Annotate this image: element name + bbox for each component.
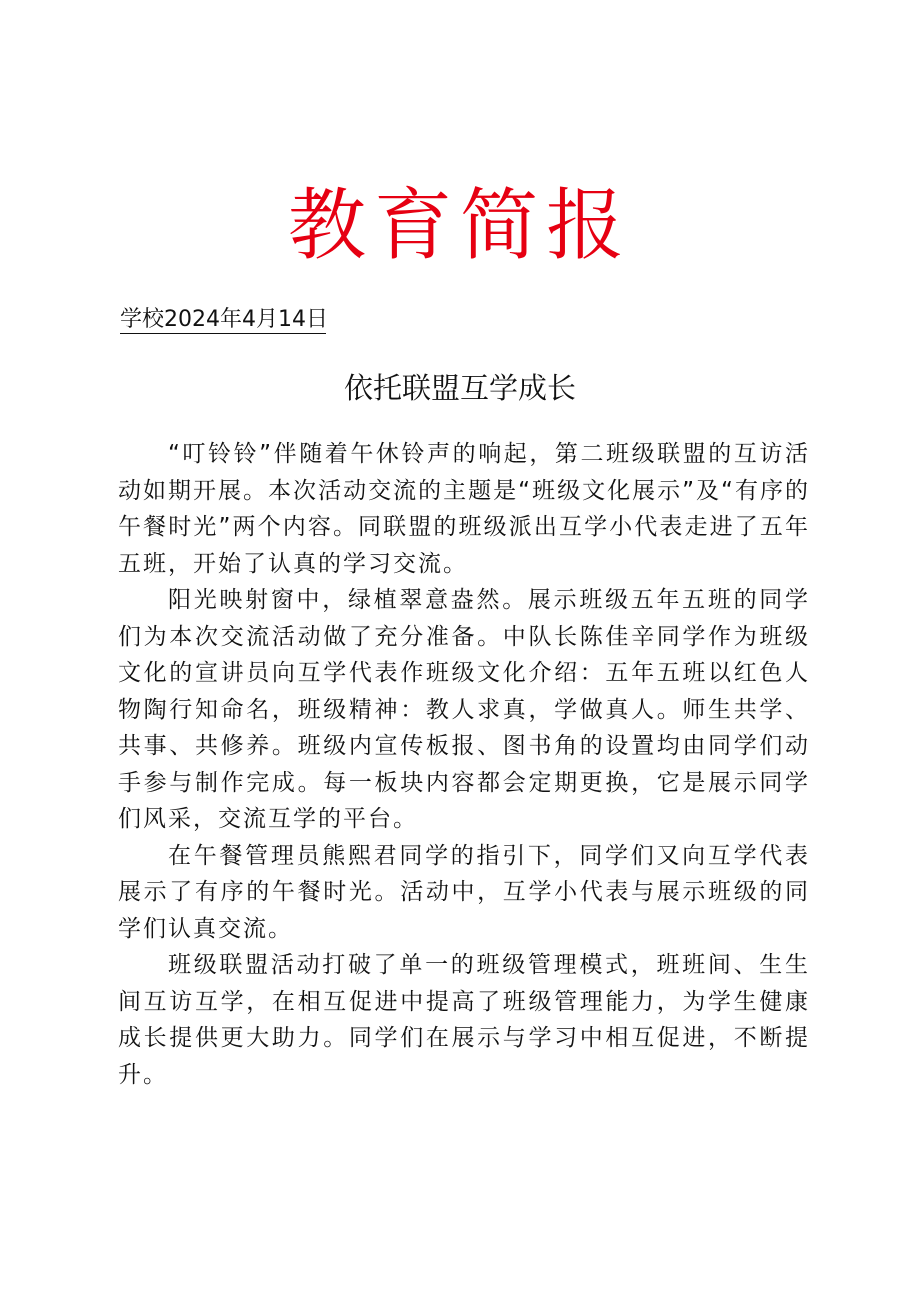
school-dateline <box>120 305 328 334</box>
newsletter-masthead-title: 教育简报 <box>287 181 632 271</box>
article-paragraph: 在午餐管理员熊熙君同学的指引下，同学们又向互学代表展示了有序的午餐时光。活动中，互学小代表与展示班级的同学们认真交流。 <box>118 842 810 942</box>
dateline-underline <box>120 333 326 334</box>
article-paragraph: 班级联盟活动打破了单一的班级管理模式，班班间、生生间互访互学，在相互促进中提高了班级管理能力，为学生健康成长提供更大助力。同学们在展示与学习中相互促进，不断提升。 <box>118 952 810 1088</box>
article-headline: 依托联盟互学成长 <box>343 371 576 405</box>
dateline-text: 学校2024年4月14日 <box>120 307 328 332</box>
article-paragraph: 阳光映射窗中，绿植翠意盎然。展示班级五年五班的同学们为本次交流活动做了充分准备。中队长陈佳辛同学作为班级文化的宣讲员向互学代表作班级文化介绍：五年五班以红色人物陶行知命名，班级精神：教人求真，学做真人。师生共学、共事、共修养。班级内宣传板报、图书角的设置均由同学们动手参与制作完成。每一板块内容都会定期更换，它是展示同学们风采，交流互学的平台。 <box>118 587 810 832</box>
article-body <box>118 436 810 1093</box>
article-paragraph: “叮铃铃”伴随着午休铃声的响起，第二班级联盟的互访活动如期开展。本次活动交流的主题是“班级文化展示”及“有序的午餐时光”两个内容。同联盟的班级派出互学小代表走进了五年五班，开始了认真的学习交流。 <box>118 441 810 577</box>
